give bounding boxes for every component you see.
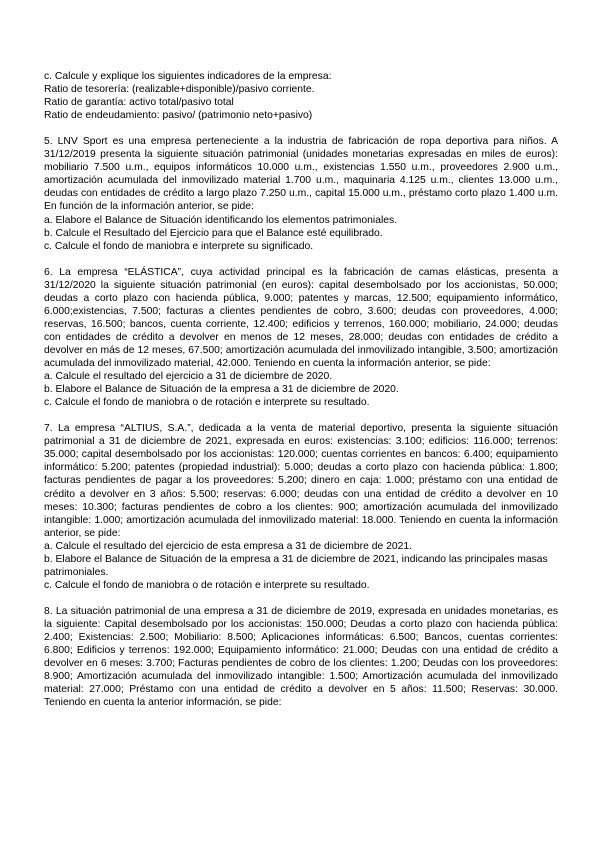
exercise-7: [44, 422, 558, 592]
intro-line: Ratio de tesorería: (realizable+disponible)/pasivo corriente.: [44, 84, 315, 96]
intro-line: Ratio de garantía: activo total/pasivo total: [44, 97, 234, 109]
exercise-6-statement: 6. La empresa “ELÁSTICA”, cuya actividad principal es la fabricación de camas elásticas, presenta a 31/12/2020 la siguiente situación patrimonial (en euros): capital desembolsado por los accionistas, 50.000; deudas a corto plazo con hacienda pública, 9.000; patentes y marcas, 12.500; equipamiento informático, 6.000;existencias, 7.500; facturas a clientes pendientes de cobro, 3.600; deudas con proveedores, 4.000; reservas, 16.500; bancos, cuenta corriente, 12.400; edificios y terrenos, 160.000; mobiliario, 24.000; deudas con entidades de crédito a devolver en menos de 12 meses, 28.000; deudas con entidades de crédito a devolver en más de 12 meses, 67.500; amortización acumulada del inmovilizado intangible, 3.500; amortización acumulada del inmovilizado material, 42.000. Teniendo en cuenta la información anterior, se pide:: [44, 266, 558, 370]
exercise-5-statement: 5. LNV Sport es una empresa perteneciente a la industria de fabricación de ropa deportiva para niños. A 31/12/2019 presenta la siguiente situación patrimonial (unidades monetarias expresadas en miles de euros): mobiliario 7.500 u.m., equipos informáticos 10.000 u.m., existencias 1.550 u.m., proveedores 2.900 u.m., amortización acumulada del inmovilizado material 1.700 u.m., maquinaria 4.125 u.m., clientes 13.000 u.m., deudas con entidades de crédito a largo plazo 7.250 u.m., capital 15.000 u.m., préstamo corto plazo 1.400 u.m. En función de la información anterior, se pide:: [44, 136, 558, 213]
exercise-5: [44, 135, 558, 252]
exercise-5-question: c. Calcule el fondo de maniobra e interprete su significado.: [44, 240, 314, 252]
exercise-7-statement: 7. La empresa “ALTIUS, S.A.”, dedicada a la venta de material deportivo, presenta la siguiente situación patrimonial a 31 de diciembre de 2021, expresada en euros: existencias: 3.100; edificios: 116.000; terrenos: 35.000; capital desembolsado por los accionistas: 120.000; cuentas corrientes en bancos: 6.400; equipamiento informático: 5.200; patentes (propiedad industrial): 5.000; deudas a corto plazo con hacienda pública: 1.800; facturas pendientes de pagar a los proveedores: 5.200; dinero en caja: 1.000; préstamo con una entidad de crédito a devolver en 3 años: 5.500; reservas: 6.000; deudas con una entidad de crédito a devolver en 10 meses: 10.300; facturas pendientes de cobro a los clientes: 900; amortización acumulada del inmovilizado intangible: 1.000; amortización acumulada del inmovilizado material: 18.000. Teniendo en cuenta la información anterior, se pide:: [44, 423, 558, 539]
exercise-8-statement: 8. La situación patrimonial de una empresa a 31 de diciembre de 2019, expresada en unidades monetarias, es la siguiente: Capital desembolsado por los accionistas: 150.000; Deudas a corto plazo con hacienda pública: 2.400; Existencias: 2.500; Mobiliario: 8.500; Aplicaciones informáticas: 6.500; Bancos, cuentas corrientes: 6.800; Edificios y terrenos: 192.000; Equipamiento informático: 21.000; Deudas con una entidad de crédito a devolver en 6 meses: 3.700; Facturas pendientes de cobro de los clientes: 1.200; Deudas con los proveedores: 8.900; Amortización acumulada del inmovilizado intangible: 1.500; Amortización acumulada del inmovilizado material: 27.000; Préstamo con una entidad de crédito a devolver en 5 años: 11.500; Reservas: 30.000. Teniendo en cuenta la anterior información, se pide:: [44, 605, 558, 709]
exercise-6-question: a. Calcule el resultado del ejercicio a 31 de diciembre de 2020.: [44, 371, 333, 383]
exercise-6-question: c. Calcule el fondo de maniobra o de rotación e interprete su resultado.: [44, 397, 370, 409]
exercise-7-question: b. Elabore el Balance de Situación de la empresa a 31 de diciembre de 2021, indicando las principales masas patrimoniales.: [44, 553, 548, 578]
exercise-6-question: b. Elabore el Balance de Situación de la empresa a 31 de diciembre de 2020.: [44, 384, 399, 396]
intro-line: c. Calcule y explique los siguientes indicadores de la empresa:: [44, 71, 332, 82]
exercise-5-question: b. Calcule el Resultado del Ejercicio para que el Balance esté equilibrado.: [44, 227, 383, 239]
exercise-7-question: c. Calcule el fondo de maniobra o de rotación e interprete su resultado.: [44, 579, 370, 591]
intro-line: Ratio de endeudamiento: pasivo/ (patrimonio neto+pasivo): [44, 110, 313, 122]
intro-section: [44, 70, 558, 122]
document-content: [44, 70, 558, 722]
exercise-8: [44, 605, 558, 709]
exercise-5-question: a. Elabore el Balance de Situación identificando los elementos patrimoniales.: [44, 214, 398, 226]
exercise-6: [44, 266, 558, 410]
exercise-7-question: a. Calcule el resultado del ejercicio de esta empresa a 31 de diciembre de 2021.: [44, 540, 412, 552]
